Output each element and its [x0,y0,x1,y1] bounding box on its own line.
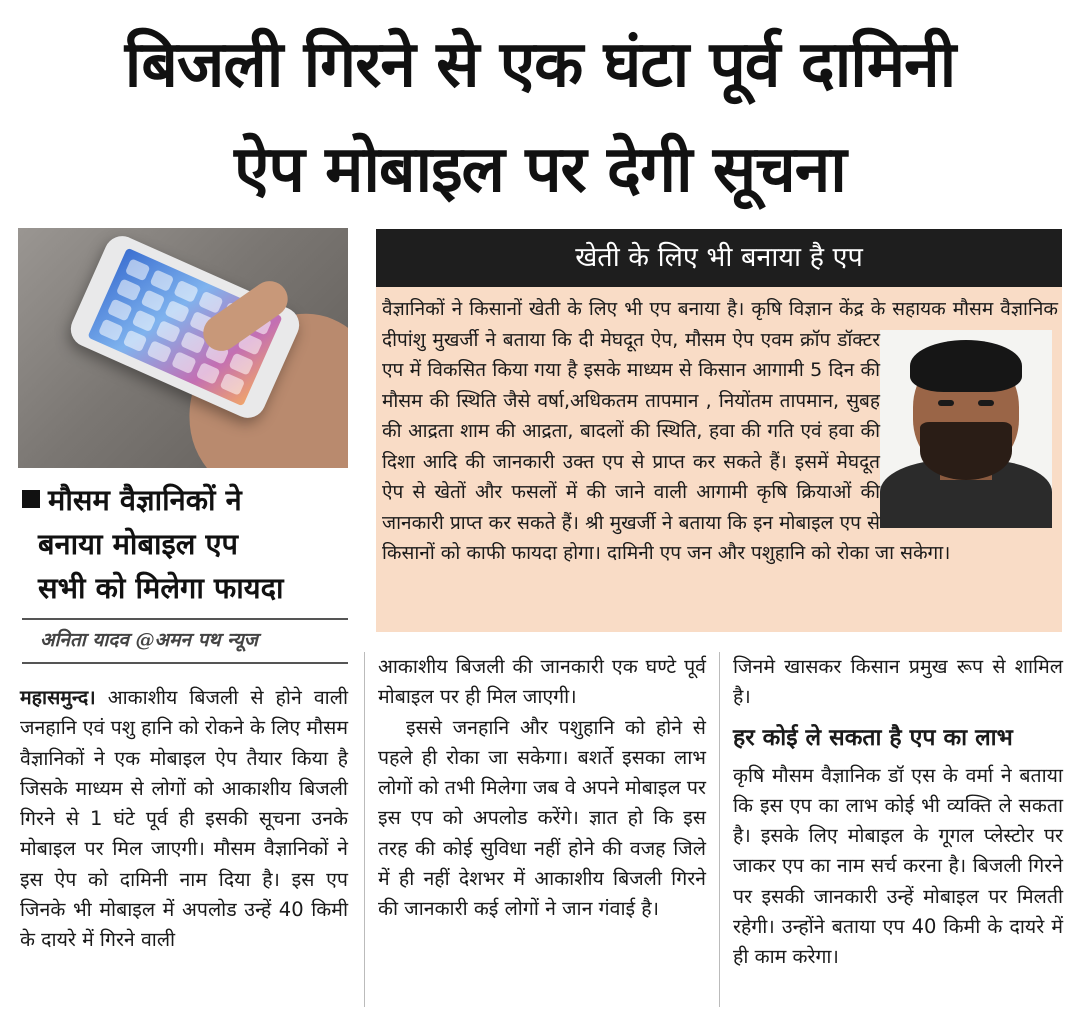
column-1-text: आकाशीय बिजली से होने वाली जनहानि एवं पशु हानि को रोकने के लिए मौसम वैज्ञानिकों ने एक मोबाइल ऐप तैयार किया है जिसके माध्यम से लोगों को आकाशीय बिजली गिरने से 1 घंटे पूर्व ही इसकी सूचना उनके मोबाइल पर मिल जाएगी। मौसम वैज्ञानिकों ने इस ऐप को दामिनी नाम दिया है। इस एप जिनके भी मोबाइल में अपलोड उन्हें 40 किमी के दायरे में गिरने वाली [20,686,348,952]
byline: अनिता यादव @अमन पथ न्यूज [40,629,258,651]
smartphone-shape [65,230,305,423]
caption-line-2: बनाया मोबाइल एप [38,527,239,561]
caption-line-3: सभी को मिलेगा फायदा [38,571,284,605]
sidebar-box-paragraph: वैज्ञानिकों ने किसानों खेती के लिए भी एप बनाया है। कृषि विज्ञान केंद्र के सहायक मौसम वैज्ञानिक दीपांशु मुखर्जी ने बताया कि दी मेघदूत ऐप, मौसम ऐप एवम क्रॉप डॉक्टर एप में विकसित किया गया है इसके माध्यम से किसान आगामी 5 दिन की मौसम की स्थिति जैसे वर्षा,अधिकतम तापमान , नियोंतम तापमान, सुबह की आद्रता शाम की आद्रता, बादलों की स्थिति, हवा की गति एवं हवा की दिशा आदि की जानकारी उक्त एप से प्राप्त कर सकते हैं। इसमें मेघदूत ऐप से खेतों और फसलों में की जाने वाली आगामी कृषि क्रियाओं की जानकारी प्राप्त कर सकते हैं। श्री मुखर्जी ने बताया कि इन मोबाइल एप से किसानों को काफी फायदा होगा। दामिनी एप जन और पशुहानि को रोका जा सकेगा। [382,298,1058,564]
article-column-3 [733,652,1063,973]
divider [22,618,348,620]
column-2-paragraph-2: इससे जनहानि और पशुहानि को होने से पहले ही रोका जा सकेगा। बशर्ते इसका लाभ लोगों को तभी मिलेगा जब वे अपने मोबाइल पर इस एप को अपलोड करेंगे। ज्ञात हो कि इस तरह की कोई सुविधा नहीं होने की वजह जिले में ही नहीं देशभर में आकाशीय बिजली गिरने की जानकारी कई लोगों ने जान गंवाई है। [378,715,706,921]
column-divider [364,652,365,1007]
headline-line-1: बिजली गिरने से एक घंटा पूर्व दामिनी [124,28,956,102]
article-column-2 [378,652,706,925]
column-3-paragraph-2: कृषि मौसम वैज्ञानिक डॉ एस के वर्मा ने बताया कि इस एप का लाभ कोई भी व्यक्ति ले सकता है। इसके लिए मोबाइल के गूगल प्लेस्टोर पर जाकर एप का नाम सर्च करना है। बिजली गिरने पर इसकी जानकारी उन्हें मोबाइल पर मिलती रहेगी। उन्होंने बताया एप 40 किमी के दायरे में ही काम करेगा। [733,763,1063,969]
column-3-subheading: हर कोई ले सकता है एप का लाभ [733,724,1013,751]
sidebar-box-title: खेती के लिए भी बनाया है एप [376,229,1062,287]
dateline: महासमुन्द। [20,686,96,709]
column-divider [719,652,720,1007]
photo-caption [22,478,352,610]
divider [22,662,348,664]
article-column-1 [20,683,348,956]
caption-line-1: मौसम वैज्ञानिकों ने [48,483,242,517]
square-bullet-icon [22,490,40,508]
smartphone-in-hand-photo [18,228,348,468]
headline-line-2: ऐप मोबाइल पर देगी सूचना [234,133,846,207]
sidebar-box-text [382,294,1058,569]
column-2-paragraph-1: आकाशीय बिजली की जानकारी एक घण्टे पूर्व मोबाइल पर ही मिल जाएगी। [378,655,706,709]
column-3-paragraph-1: जिनमे खासकर किसान प्रमुख रूप से शामिल है। [733,655,1063,709]
